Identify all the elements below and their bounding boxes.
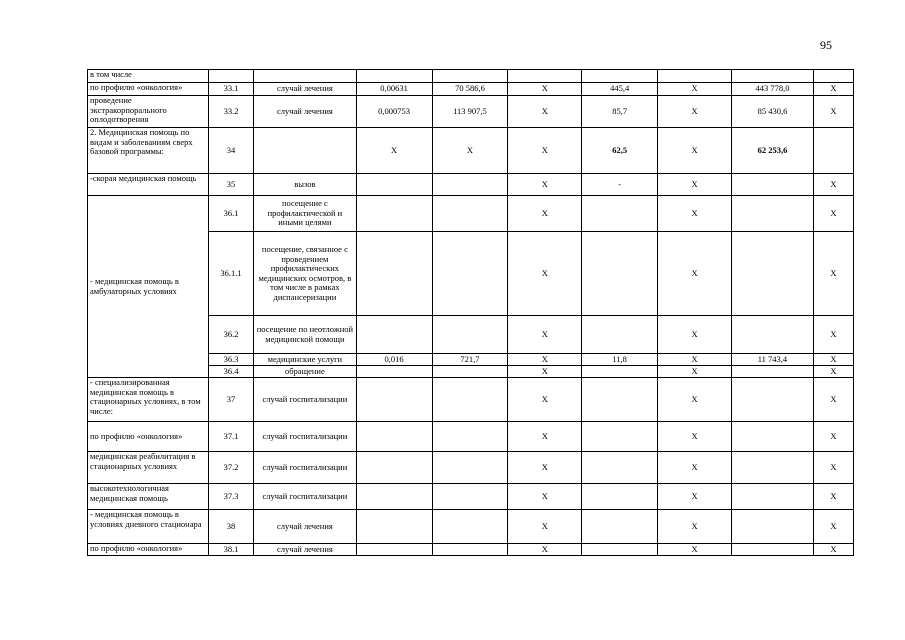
table-row xyxy=(88,83,854,96)
row-code: 34 xyxy=(209,128,254,174)
table-row xyxy=(88,510,854,544)
cell-10: X xyxy=(813,510,853,544)
row-name: по профилю «онкология» xyxy=(88,422,209,452)
cell-10 xyxy=(813,70,853,83)
cell-6: X xyxy=(508,128,582,174)
cell-6: X xyxy=(508,484,582,510)
cell-5 xyxy=(432,316,508,354)
cell-7 xyxy=(582,232,658,316)
table-row xyxy=(88,484,854,510)
cell-5 xyxy=(432,378,508,422)
cell-10: X xyxy=(813,378,853,422)
cell-6 xyxy=(508,70,582,83)
row-code: 37 xyxy=(209,378,254,422)
cell-5 xyxy=(432,174,508,196)
cell-6: X xyxy=(508,83,582,96)
cell-6: X xyxy=(508,354,582,366)
cell-4: 0,016 xyxy=(356,354,432,366)
cell-10: X xyxy=(813,83,853,96)
cell-6: X xyxy=(508,422,582,452)
row-code: 38 xyxy=(209,510,254,544)
cell-9 xyxy=(731,510,813,544)
row-name: по профилю «онкология» xyxy=(88,544,209,556)
cell-4 xyxy=(356,70,432,83)
row-unit: посещение по неотложной медицинской помощи xyxy=(254,316,357,354)
row-code: 36.2 xyxy=(209,316,254,354)
cell-9 xyxy=(731,452,813,484)
row-unit: случай госпитализации xyxy=(254,422,357,452)
cell-4 xyxy=(356,378,432,422)
cell-9: 11 743,4 xyxy=(731,354,813,366)
cell-5: 113 907,5 xyxy=(432,96,508,128)
cell-10: X xyxy=(813,354,853,366)
row-code: 35 xyxy=(209,174,254,196)
cell-5: 721,7 xyxy=(432,354,508,366)
cell-10: X xyxy=(813,366,853,378)
row-unit: случай лечения xyxy=(254,510,357,544)
table-row xyxy=(88,544,854,556)
cell-8 xyxy=(658,70,732,83)
row-unit: случай лечения xyxy=(254,83,357,96)
cell-4 xyxy=(356,452,432,484)
row-code: 38.1 xyxy=(209,544,254,556)
cell-8: X xyxy=(658,510,732,544)
row-unit: случай лечения xyxy=(254,544,357,556)
cell-10: X xyxy=(813,544,853,556)
table-row xyxy=(88,196,854,232)
cell-6: X xyxy=(508,96,582,128)
row-unit: обращение xyxy=(254,366,357,378)
cell-4 xyxy=(356,232,432,316)
cell-5 xyxy=(432,544,508,556)
row-code: 36.3 xyxy=(209,354,254,366)
cell-7 xyxy=(582,452,658,484)
row-unit: случай госпитализации xyxy=(254,378,357,422)
cell-4 xyxy=(356,484,432,510)
cell-8: X xyxy=(658,174,732,196)
cell-7: 85,7 xyxy=(582,96,658,128)
cell-7 xyxy=(582,422,658,452)
row-unit: вызов xyxy=(254,174,357,196)
cell-8: X xyxy=(658,452,732,484)
row-unit: медицинские услуги xyxy=(254,354,357,366)
cell-9 xyxy=(731,232,813,316)
cell-6: X xyxy=(508,196,582,232)
cell-8: X xyxy=(658,316,732,354)
cell-4 xyxy=(356,510,432,544)
cell-10: X xyxy=(813,316,853,354)
cell-5 xyxy=(432,232,508,316)
cell-4 xyxy=(356,196,432,232)
cell-9 xyxy=(731,196,813,232)
cell-7 xyxy=(582,196,658,232)
cell-7: 62,5 xyxy=(582,128,658,174)
cell-6: X xyxy=(508,452,582,484)
cell-10: X xyxy=(813,422,853,452)
row-name: - медицинская помощь в условиях дневного стационара xyxy=(88,510,209,544)
row-code: 37.1 xyxy=(209,422,254,452)
cell-9: 443 778,0 xyxy=(731,83,813,96)
page-number: 95 xyxy=(820,38,832,52)
row-name: по профилю «онкология» xyxy=(88,83,209,96)
cell-4 xyxy=(356,316,432,354)
table-row xyxy=(88,128,854,174)
row-code: 37.3 xyxy=(209,484,254,510)
cell-5 xyxy=(432,510,508,544)
row-unit: случай госпитализации xyxy=(254,484,357,510)
cell-4: 0,00631 xyxy=(356,83,432,96)
cell-5 xyxy=(432,422,508,452)
table-row xyxy=(88,174,854,196)
cell-9 xyxy=(731,316,813,354)
data-table xyxy=(87,69,854,556)
row-unit xyxy=(254,70,357,83)
cell-9: 85 430,6 xyxy=(731,96,813,128)
cell-8: X xyxy=(658,354,732,366)
cell-5 xyxy=(432,196,508,232)
cell-6: X xyxy=(508,366,582,378)
cell-7: 11,8 xyxy=(582,354,658,366)
row-code: 36.4 xyxy=(209,366,254,378)
cell-8: X xyxy=(658,128,732,174)
cell-8: X xyxy=(658,366,732,378)
cell-7 xyxy=(582,316,658,354)
row-code: 36.1 xyxy=(209,196,254,232)
table-row xyxy=(88,452,854,484)
cell-7 xyxy=(582,510,658,544)
row-code: 33.2 xyxy=(209,96,254,128)
cell-7 xyxy=(582,544,658,556)
cell-5: X xyxy=(432,128,508,174)
cell-8: X xyxy=(658,484,732,510)
row-code: 36.1.1 xyxy=(209,232,254,316)
cell-9 xyxy=(731,174,813,196)
cell-4 xyxy=(356,174,432,196)
row-name: медицинская реабилитация в стационарных условиях xyxy=(88,452,209,484)
row-name-ambulatory: - медицинская помощь в амбулаторных условиях xyxy=(88,196,209,378)
cell-9 xyxy=(731,378,813,422)
cell-7: - xyxy=(582,174,658,196)
row-code xyxy=(209,70,254,83)
cell-5 xyxy=(432,366,508,378)
cell-4: 0,000753 xyxy=(356,96,432,128)
cell-4 xyxy=(356,422,432,452)
row-code: 33.1 xyxy=(209,83,254,96)
row-unit: случай госпитализации xyxy=(254,452,357,484)
cell-8: X xyxy=(658,96,732,128)
row-name: 2. Медицинская помощь по видам и заболеваниям сверх базовой программы: xyxy=(88,128,209,174)
table-row xyxy=(88,378,854,422)
cell-5 xyxy=(432,484,508,510)
table-row xyxy=(88,70,854,83)
cell-5 xyxy=(432,70,508,83)
cell-6: X xyxy=(508,544,582,556)
cell-10 xyxy=(813,128,853,174)
cell-8: X xyxy=(658,232,732,316)
row-unit: посещение с профилактической и иными целями xyxy=(254,196,357,232)
cell-9 xyxy=(731,70,813,83)
cell-9 xyxy=(731,422,813,452)
cell-10: X xyxy=(813,96,853,128)
cell-9: 62 253,6 xyxy=(731,128,813,174)
cell-8: X xyxy=(658,378,732,422)
cell-6: X xyxy=(508,510,582,544)
cell-9 xyxy=(731,544,813,556)
cell-7: 445,4 xyxy=(582,83,658,96)
cell-7 xyxy=(582,70,658,83)
cell-7 xyxy=(582,378,658,422)
cell-8: X xyxy=(658,422,732,452)
cell-10: X xyxy=(813,452,853,484)
row-unit: случай лечения xyxy=(254,96,357,128)
row-unit: посещение, связанное с проведением профилактических медицинских осмотров, в том числе в рамках диспансеризации xyxy=(254,232,357,316)
row-unit xyxy=(254,128,357,174)
cell-7 xyxy=(582,484,658,510)
cell-9 xyxy=(731,366,813,378)
row-code: 37.2 xyxy=(209,452,254,484)
cell-6: X xyxy=(508,316,582,354)
cell-8: X xyxy=(658,83,732,96)
cell-5 xyxy=(432,452,508,484)
row-name: высокотехнологичная медицинская помощь xyxy=(88,484,209,510)
cell-6: X xyxy=(508,174,582,196)
table-row xyxy=(88,96,854,128)
cell-8: X xyxy=(658,196,732,232)
cell-4 xyxy=(356,544,432,556)
cell-4 xyxy=(356,366,432,378)
table-row xyxy=(88,422,854,452)
cell-4: X xyxy=(356,128,432,174)
cell-9 xyxy=(731,484,813,510)
cell-6: X xyxy=(508,232,582,316)
row-name: проведение экстракорпорального оплодотворения xyxy=(88,96,209,128)
cell-5: 70 586,6 xyxy=(432,83,508,96)
cell-7 xyxy=(582,366,658,378)
cell-8: X xyxy=(658,544,732,556)
cell-10: X xyxy=(813,484,853,510)
row-name: -скорая медицинская помощь xyxy=(88,174,209,196)
row-name: в том числе xyxy=(88,70,209,83)
row-name: - специализированная медицинская помощь в стационарных условиях, в том числе: xyxy=(88,378,209,422)
cell-10: X xyxy=(813,174,853,196)
cell-10: X xyxy=(813,232,853,316)
cell-10: X xyxy=(813,196,853,232)
cell-6: X xyxy=(508,378,582,422)
